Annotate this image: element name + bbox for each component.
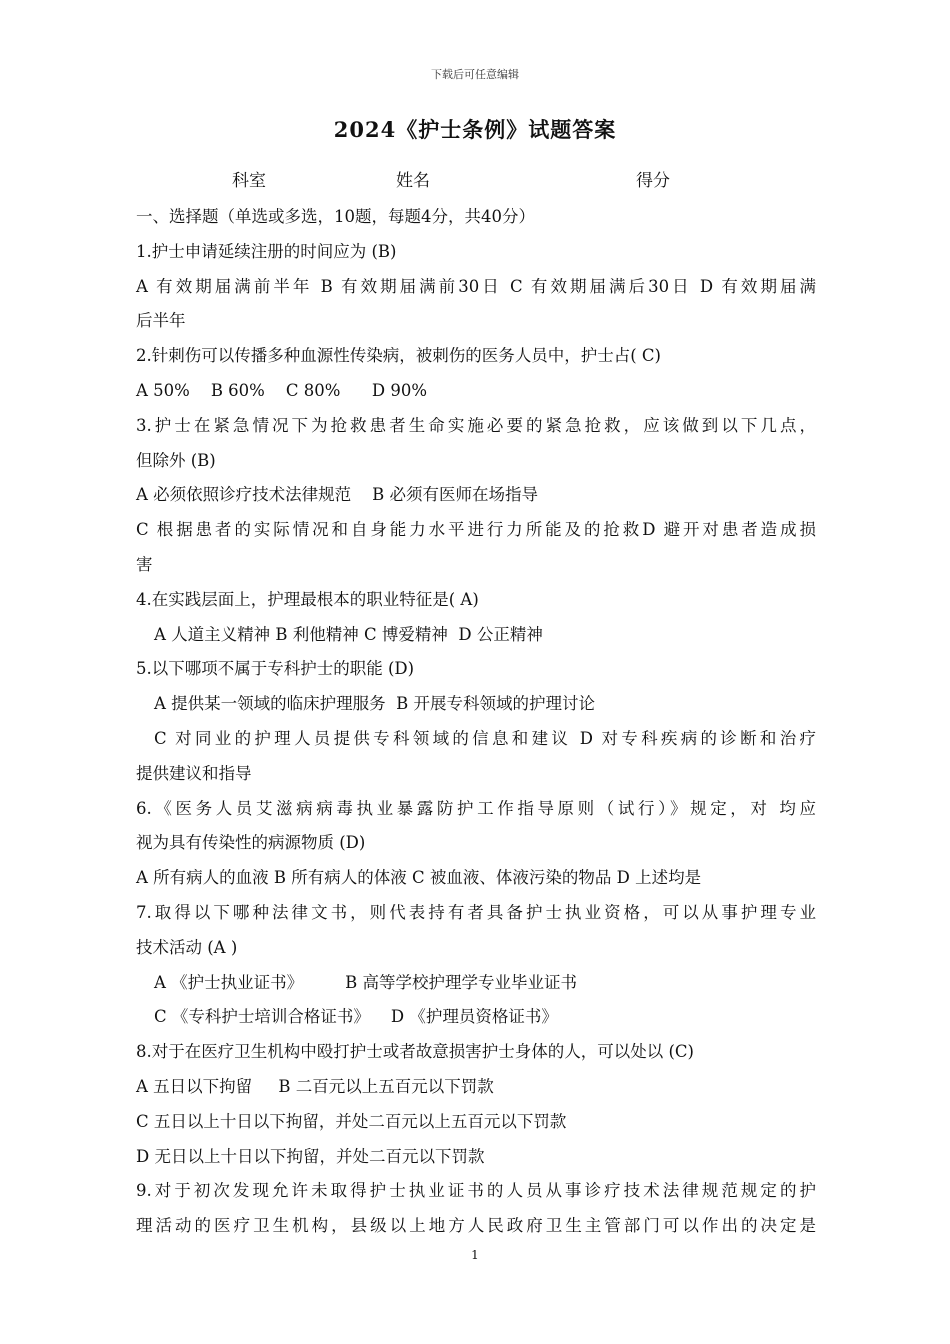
question-7-options-c: C 《专科护士培训合格证书》 D 《护理员资格证书》	[154, 1007, 558, 1027]
question-8-options-c: C 五日以上十日以下拘留，并处二百元以上五百元以下罚款	[136, 1111, 567, 1131]
question-4: 4.在实践层面上，护理最根本的职业特征是( A)	[136, 589, 479, 609]
question-2-options: A 50% B 60% C 80% D 90%	[136, 380, 427, 400]
question-1-options-cont: 后半年	[136, 311, 186, 331]
department-label: 科室	[232, 171, 266, 191]
question-5-options-cont: 提供建议和指导	[136, 763, 252, 783]
question-3-options-cont: 害	[136, 554, 153, 574]
question-3: 3.护士在紧急情况下为抢救患者生命实施必要的紧急抢救，应该做到以下几点，	[136, 415, 816, 435]
question-5-options-a: A 提供某一领域的临床护理服务 B 开展专科领域的护理讨论	[154, 694, 596, 714]
question-6: 6.《医务人员艾滋病病毒执业暴露防护工作指导原则（试行）》规定，对 均应	[136, 798, 816, 818]
question-6-cont: 视为具有传染性的病源物质 (D)	[136, 833, 366, 853]
question-7-cont: 技术活动 (A )	[136, 937, 238, 957]
question-8: 8.对于在医疗卫生机构中殴打护士或者故意损害护士身体的人，可以处以 (C)	[136, 1042, 694, 1062]
question-4-options: A 人道主义精神 B 利他精神 C 博爱精神 D 公正精神	[154, 624, 543, 644]
question-3-options-a: A 必须依照诊疗技术法律规范 B 必须有医师在场指导	[136, 485, 539, 505]
question-8-options-a: A 五日以下拘留 B 二百元以上五百元以下罚款	[136, 1076, 494, 1096]
question-3-cont: 但除外 (B)	[136, 450, 216, 470]
info-row	[0, 166, 950, 190]
question-1-options: A 有效期届满前半年 B 有效期届满前30日 C 有效期届满后30日 D 有效期届满	[136, 276, 816, 296]
question-9: 9.对于初次发现允许未取得护士执业证书的人员从事诊疗技术法律规范规定的护	[136, 1181, 816, 1201]
section-heading: 一、选择题（单选或多选，10题，每题4分，共40分）	[136, 207, 535, 226]
question-3-options-c: C 根据患者的实际情况和自身能力水平进行力所能及的抢救D 避开对患者造成损	[136, 520, 816, 540]
question-1: 1.护士申请延续注册的时间应为 (B)	[136, 241, 397, 261]
header-note: 下载后可任意编辑	[431, 68, 519, 81]
question-5-options-c: C 对同业的护理人员提供专科领域的信息和建议 D 对专科疾病的诊断和治疗	[154, 728, 816, 748]
question-6-options: A 所有病人的血液 B 所有病人的体液 C 被血液、体液污染的物品 D 上述均是	[136, 868, 702, 888]
question-content	[136, 200, 816, 1244]
question-7: 7.取得以下哪种法律文书，则代表持有者具备护士执业资格，可以从事护理专业	[136, 902, 816, 922]
page-number: 1	[471, 1248, 479, 1262]
score-label: 得分	[636, 171, 670, 191]
question-8-options-d: D 无日以上十日以下拘留，并处二百元以下罚款	[136, 1146, 485, 1166]
question-5: 5.以下哪项不属于专科护士的职能 (D)	[136, 659, 415, 679]
question-9-cont: 理活动的医疗卫生机构，县级以上地方人民政府卫生主管部门可以作出的决定是	[136, 1216, 816, 1236]
question-2: 2.针刺伤可以传播多种血源性传染病，被刺伤的医务人员中，护士占( C)	[136, 346, 661, 366]
name-label: 姓名	[396, 171, 430, 191]
question-7-options-a: A 《护士执业证书》 B 高等学校护理学专业毕业证书	[154, 972, 577, 992]
document-title: 2024《护士条例》试题答案	[333, 117, 617, 142]
